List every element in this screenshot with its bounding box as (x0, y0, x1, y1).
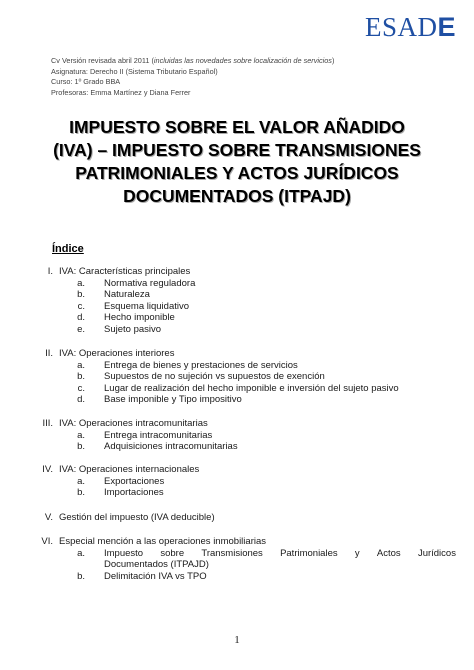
subsection-letter: e. (77, 324, 85, 335)
subsection-title: Supuestos de no sujeción vs supuestos de exención (104, 371, 325, 383)
subsection-title: Entrega intracomunitarias (104, 429, 213, 441)
section-number: II. (45, 348, 53, 359)
section-number: V. (44, 512, 53, 523)
subsection-title: Importaciones (104, 487, 164, 499)
section-number: IV. (42, 464, 53, 475)
subsection-letter: b. (77, 371, 85, 383)
section-title: IVA: Operaciones internacionales (59, 464, 200, 475)
subsection-title: Naturaleza (104, 289, 150, 301)
subsection-title-continued: Documentados (ITPAJD) (104, 559, 209, 571)
subsection-letter: b. (77, 570, 85, 582)
subsection-letter: b. (77, 441, 85, 453)
subsection-title: Base imponible y Tipo impositivo (104, 394, 242, 406)
section-title: IVA: Operaciones interiores (59, 348, 175, 359)
index-heading: Índice (52, 243, 84, 255)
subsection-letter: a. (77, 429, 85, 441)
subsection-letter: b. (77, 487, 85, 499)
esade-logo: ESADE (364, 12, 456, 42)
subsection-title: Sujeto pasivo (104, 324, 162, 335)
version-line: Cv Versión revisada abril 2011 (incluidas las novedades sobre localización de servicios) (51, 56, 335, 65)
subsection-title: Impuesto sobre Transmisiones Patrimoniales y Actos Jurídicos (104, 547, 456, 559)
section-title: IVA: Operaciones intracomunitarias (59, 418, 208, 429)
subsection-title: Lugar de realización del hecho imponible e inversión del sujeto pasivo (104, 382, 399, 394)
section-number: VI. (41, 536, 53, 547)
subsection-letter: d. (77, 312, 85, 324)
subsection-title: Esquema liquidativo (104, 300, 190, 312)
subsection-title: Delimitación IVA vs TPO (104, 570, 207, 582)
page-number: 1 (234, 634, 240, 646)
subsection-letter: a. (77, 475, 85, 487)
subsection-letter: c. (77, 382, 85, 394)
subsection-letter: a. (77, 277, 85, 289)
subsection-title: Adquisiciones intracomunitarias (104, 441, 238, 453)
subject-line: Asignatura: Derecho II (Sistema Tributario Español) (51, 66, 218, 76)
subsection-title: Hecho imponible (104, 312, 175, 324)
subsection-title: Entrega de bienes y prestaciones de servicios (104, 359, 298, 371)
section-title: IVA: Características principales (59, 266, 191, 277)
document-title: IMPUESTO SOBRE EL VALOR AÑADIDO (IVA) – IMPUESTO SOBRE TRANSMISIONES PATRIMONIALES Y ACTOS JURÍDICOS DOCUMENTADOS (ITPAJD) (53, 117, 421, 206)
subsection-title: Exportaciones (104, 475, 165, 487)
course-line: Curso: 1º Grado BBA (51, 77, 121, 87)
subsection-letter: c. (77, 300, 85, 312)
subsection-letter: a. (77, 359, 85, 371)
section-number: I. (47, 266, 53, 277)
section-title: Especial mención a las operaciones inmobiliarias (59, 536, 266, 547)
professors-line: Profesoras: Emma Martínez y Diana Ferrer (51, 87, 191, 97)
section-title: Gestión del impuesto (IVA deducible) (59, 512, 215, 523)
section-number: III. (42, 418, 53, 429)
document-metadata (51, 56, 461, 98)
subsection-title: Normativa reguladora (104, 277, 196, 289)
subsection-letter: a. (77, 547, 85, 559)
subsection-letter: b. (77, 289, 85, 301)
subsection-letter: d. (77, 394, 85, 406)
